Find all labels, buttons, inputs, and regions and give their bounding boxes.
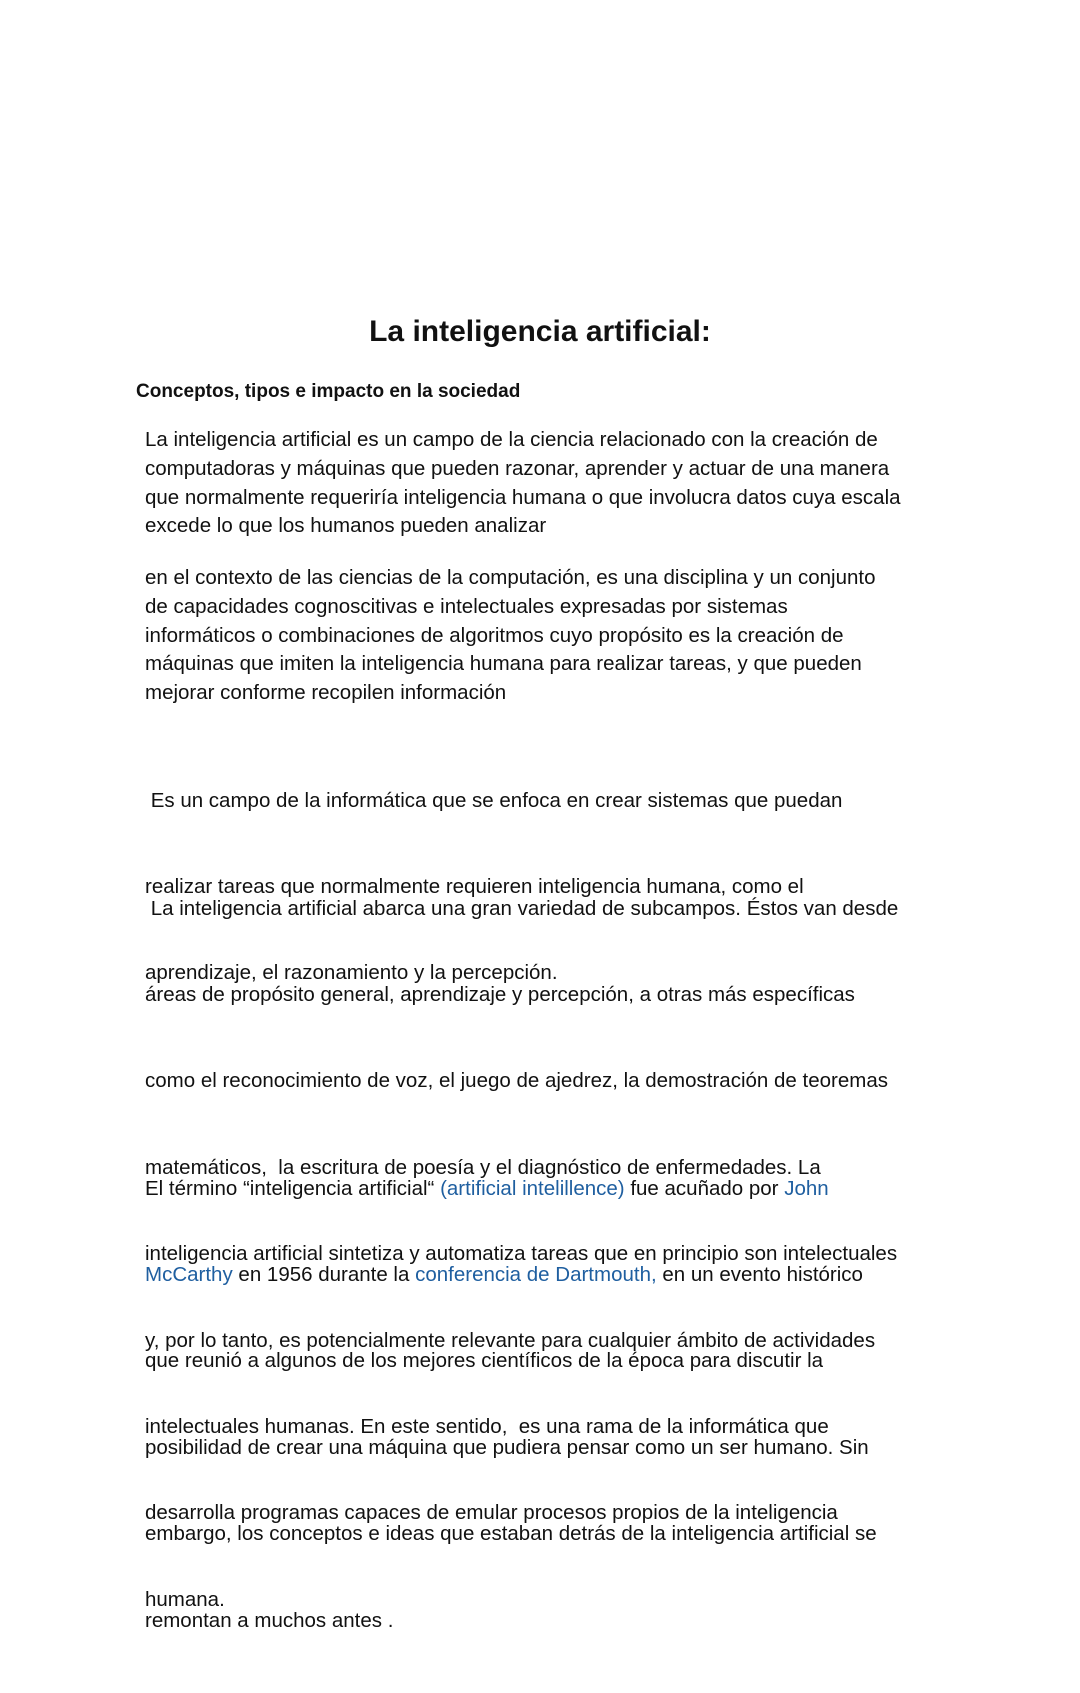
paragraph-line: en el contexto de las ciencias de la computación, es una disciplina y un conjunto [145,566,876,589]
paragraph-5 [145,1117,965,1693]
paragraph-line: áreas de propósito general, aprendizaje y percepción, a otras más específicas [145,982,855,1006]
paragraph-line: realizar tareas que normalmente requieren inteligencia humana, como el [145,874,804,898]
paragraph-line: excede lo que los humanos pueden analizar [145,514,547,538]
paragraph-line: intelectuales humanas. En este sentido, es una rama de la informática que [145,1414,829,1438]
paragraph-1 [145,426,965,541]
paragraph-line: humana. [145,1587,225,1611]
paragraph-line: y, por lo tanto, es potencialmente relevante para cualquier ámbito de actividades [145,1328,876,1352]
paragraph-line: desarrolla programas capaces de emular procesos propios de la inteligencia [145,1501,838,1525]
paragraph-line: La inteligencia artificial abarca una gran variedad de subcampos. Éstos van desde [145,896,899,920]
text-span: en un evento histórico [656,1262,863,1286]
paragraph-line: computadoras y máquinas que pueden razonar, aprender y actuar de una manera [145,456,890,480]
text-span: en 1956 durante la [232,1262,416,1286]
paragraph-line: aprendizaje, el razonamiento y la percepción. [145,961,558,985]
link-john-mccarthy[interactable]: John [784,1176,829,1200]
link-john-mccarthy-cont[interactable]: McCarthy [145,1262,233,1286]
link-artificial-intelligence[interactable]: (artificial intelillence) [440,1176,625,1200]
paragraph-line: que normalmente requeriría inteligencia humana o que involucra datos cuya escala [145,485,901,509]
page-title: La inteligencia artificial: [369,315,711,348]
paragraph-line: máquinas que imiten la inteligencia humana para realizar tareas, y que pueden [145,652,862,676]
paragraph-line [145,1261,965,1290]
paragraph-line: mejorar conforme recopilen información [145,681,507,705]
paragraph-line: inteligencia artificial sintetiza y automatiza tareas que en principio son intelectuales [145,1242,898,1266]
text-span: fue acuñado por [624,1176,785,1200]
paragraph-line [145,1175,965,1204]
paragraph-line: embargo, los conceptos e ideas que estaban detrás de la inteligencia artificial se [145,1522,877,1546]
paragraph-line: matemáticos, la escritura de poesía y el diagnóstico de enfermedades. La [145,1155,821,1179]
paragraph-line: posibilidad de crear una máquina que pudiera pensar como un ser humano. Sin [145,1435,869,1459]
paragraph-line: que reunió a algunos de los mejores científicos de la época para discutir la [145,1349,824,1373]
paragraph-2 [145,564,965,708]
paragraph-line: de capacidades cognoscitivas e intelectuales expresadas por sistemas [145,594,788,618]
paragraph-line: como el reconocimiento de voz, el juego de ajedrez, la demostración de teoremas [145,1069,888,1093]
paragraph-line: informáticos o combinaciones de algoritmos cuyo propósito es la creación de [145,623,844,647]
paragraph-line: remontan a muchos antes . [145,1608,394,1632]
paragraph-line: La inteligencia artificial es un campo de la ciencia relacionado con la creación de [145,428,878,451]
text-span: El término “inteligencia artificial“ [145,1176,441,1200]
link-dartmouth-conference[interactable]: conferencia de Dartmouth, [415,1262,657,1286]
paragraph-line: Es un campo de la informática que se enfoca en crear sistemas que puedan [145,788,843,812]
page-subtitle: Conceptos, tipos e impacto en la sociedad [136,381,521,402]
